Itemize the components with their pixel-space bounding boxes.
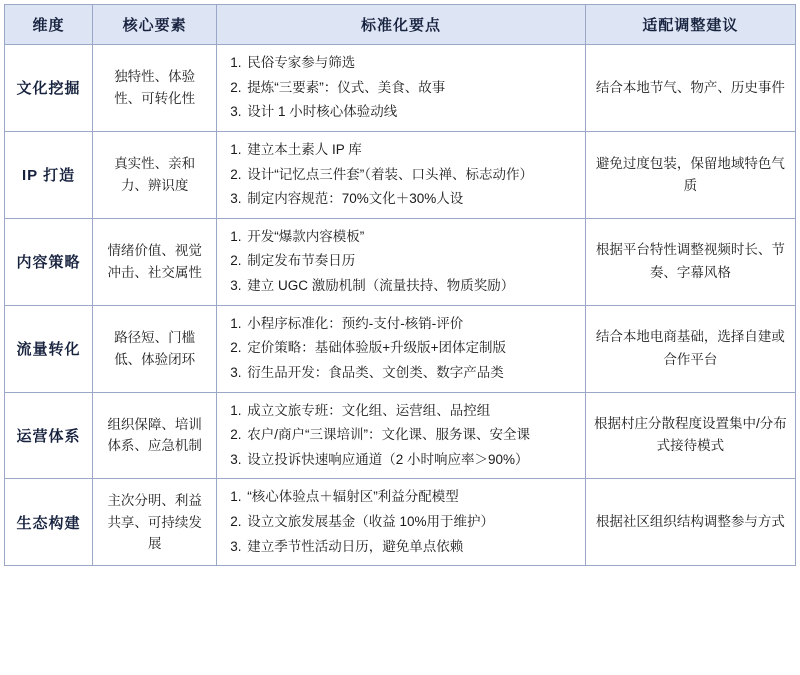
cell-core-elements: 主次分明、利益共享、可持续发展 [93, 479, 217, 566]
table-row [5, 45, 796, 132]
cell-adaptation-advice: 结合本地节气、物产、历史事件 [585, 45, 795, 132]
cell-dimension: 内容策略 [5, 218, 93, 305]
points-list [225, 399, 576, 472]
table-row [5, 479, 796, 566]
cell-dimension: IP 打造 [5, 131, 93, 218]
column-header-core-elements: 核心要素 [93, 5, 217, 45]
list-item: 1. “核心体验点＋辐射区”利益分配模型 [245, 485, 576, 509]
list-item: 2. 设计“记忆点三件套”（着装、口头禅、标志动作） [245, 163, 576, 187]
cell-core-elements: 独特性、体验性、可转化性 [93, 45, 217, 132]
column-header-adaptation-advice: 适配调整建议 [585, 5, 795, 45]
list-item: 2. 农户/商户“三课培训”：文化课、服务课、安全课 [245, 423, 576, 447]
list-item: 3. 制定内容规范：70%文化＋30%人设 [245, 187, 576, 211]
list-item: 1. 建立本土素人 IP 库 [245, 138, 576, 162]
list-item: 2. 定价策略：基础体验版+升级版+团体定制版 [245, 336, 576, 360]
list-item: 3. 建立季节性活动日历，避免单点依赖 [245, 535, 576, 559]
table-header [5, 5, 796, 45]
list-item: 1. 成立文旅专班：文化组、运营组、品控组 [245, 399, 576, 423]
list-item: 2. 提炼“三要素”：仪式、美食、故事 [245, 76, 576, 100]
cell-standard-points [217, 45, 585, 132]
cell-dimension: 流量转化 [5, 305, 93, 392]
list-item: 2. 制定发布节奏日历 [245, 249, 576, 273]
cell-adaptation-advice: 根据社区组织结构调整参与方式 [585, 479, 795, 566]
cell-core-elements: 组织保障、培训体系、应急机制 [93, 392, 217, 479]
cell-standard-points [217, 479, 585, 566]
cell-dimension: 生态构建 [5, 479, 93, 566]
cell-adaptation-advice: 根据平台特性调整视频时长、节奏、字幕风格 [585, 218, 795, 305]
list-item: 1. 开发“爆款内容模板” [245, 225, 576, 249]
column-header-standard-points: 标准化要点 [217, 5, 585, 45]
cell-adaptation-advice: 避免过度包装，保留地域特色气质 [585, 131, 795, 218]
cell-standard-points [217, 218, 585, 305]
cell-adaptation-advice: 结合本地电商基础，选择自建或合作平台 [585, 305, 795, 392]
list-item: 1. 小程序标准化：预约-支付-核销-评价 [245, 312, 576, 336]
cell-standard-points [217, 305, 585, 392]
points-list [225, 312, 576, 385]
column-header-dimension: 维度 [5, 5, 93, 45]
standardization-matrix-table [4, 4, 796, 566]
cell-core-elements: 真实性、亲和力、辨识度 [93, 131, 217, 218]
table-row [5, 131, 796, 218]
list-item: 3. 设立投诉快速响应通道（2 小时响应率＞90%） [245, 448, 576, 472]
cell-standard-points [217, 392, 585, 479]
points-list [225, 225, 576, 298]
list-item: 3. 衍生品开发：食品类、文创类、数字产品类 [245, 361, 576, 385]
cell-dimension: 运营体系 [5, 392, 93, 479]
cell-dimension: 文化挖掘 [5, 45, 93, 132]
table-row [5, 305, 796, 392]
table-row [5, 392, 796, 479]
points-list [225, 138, 576, 211]
cell-core-elements: 路径短、门槛低、体验闭环 [93, 305, 217, 392]
points-list [225, 51, 576, 124]
header-row [5, 5, 796, 45]
cell-adaptation-advice: 根据村庄分散程度设置集中/分布式接待模式 [585, 392, 795, 479]
list-item: 3. 设计 1 小时核心体验动线 [245, 100, 576, 124]
table-body [5, 45, 796, 566]
cell-standard-points [217, 131, 585, 218]
cell-core-elements: 情绪价值、视觉冲击、社交属性 [93, 218, 217, 305]
list-item: 2. 设立文旅发展基金（收益 10%用于维护） [245, 510, 576, 534]
table-row [5, 218, 796, 305]
list-item: 3. 建立 UGC 激励机制（流量扶持、物质奖励） [245, 274, 576, 298]
points-list [225, 485, 576, 558]
list-item: 1. 民俗专家参与筛选 [245, 51, 576, 75]
